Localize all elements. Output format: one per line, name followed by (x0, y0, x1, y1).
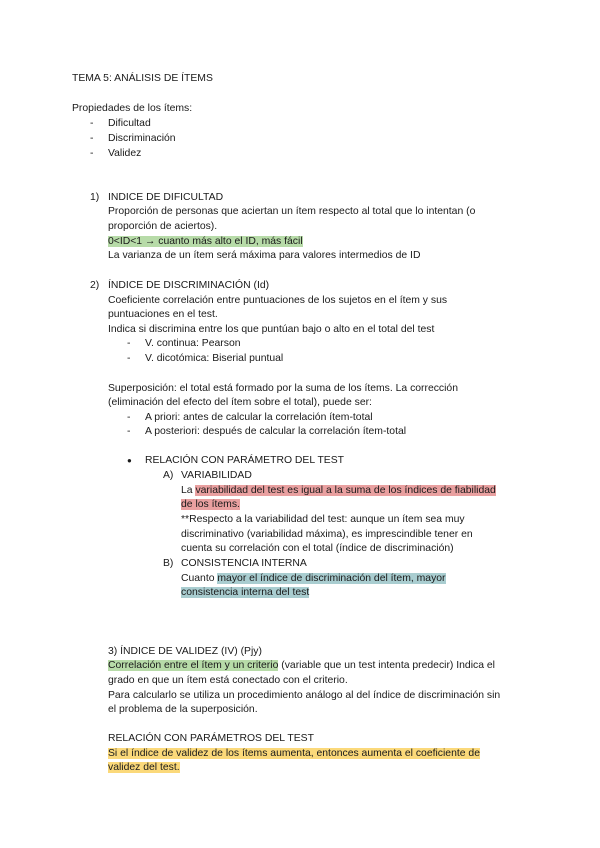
highlight-red: variabilidad del test es igual a la suma de los índices de fiabilidad (195, 485, 496, 496)
item-label-b: B) (163, 558, 174, 569)
section-2-heading: ÍNDICE DE DISCRIMINACIÓN (Id) (108, 280, 270, 291)
dash-marker: - (90, 118, 94, 129)
list-item-dificultad: Dificultad (108, 118, 151, 129)
section-3-line: el problema de la superposición. (108, 704, 258, 715)
section-3-highlight (108, 760, 180, 775)
dash-marker: - (127, 353, 131, 364)
variabilidad-note: **Respecto a la variabilidad del test: aunque un ítem sea muy (181, 514, 465, 525)
section-2-line: Indica si discrimina entre los que puntúan bajo o alto en el total del test (108, 324, 435, 335)
section-3-highlight (108, 746, 480, 761)
list-item-validez: Validez (108, 148, 142, 159)
dash-marker: - (90, 148, 94, 159)
page-title: TEMA 5: ANÁLISIS DE ÍTEMS (72, 73, 213, 84)
section-3-heading: 3) ÍNDICE DE VALIDEZ (IV) (Pjy) (108, 646, 262, 657)
highlight-red: de los ítems. (181, 499, 240, 510)
section-2-line: Coeficiente correlación entre puntuaciones de los sujetos en el ítem y sus (108, 295, 448, 306)
consistencia-line (181, 571, 446, 586)
section-1-heading: INDICE DE DIFICULTAD (108, 192, 224, 203)
list-item: A priori: antes de calcular la correlación ítem-total (145, 412, 373, 423)
highlight-green: Correlación entre el ítem y un criterio (108, 660, 279, 671)
highlight-teal: consistencia interna del test (181, 587, 310, 598)
section-1-line: La varianza de un ítem será máxima para valores intermedios de ID (108, 250, 421, 261)
section-3-line: grado en que un ítem está conectado con el criterio. (108, 675, 348, 686)
dash-marker: - (127, 426, 131, 437)
section-2-line: puntuaciones en el test. (108, 309, 218, 320)
variabilidad-heading: VARIABILIDAD (181, 470, 252, 481)
list-item: V. continua: Pearson (145, 338, 241, 349)
variabilidad-line (181, 483, 496, 498)
text-prefix: Cuanto (181, 573, 218, 584)
highlight-yellow: Si el índice de validez de los ítems aumenta, entonces aumenta el coeficiente de (108, 748, 480, 759)
item-label-a: A) (163, 470, 174, 481)
text-prefix: La (181, 485, 196, 496)
list-item: V. dicotómica: Biserial puntual (145, 353, 284, 364)
variabilidad-note: cuenta su correlación con el total (índice de discriminación) (181, 543, 454, 554)
section-2-number: 2) (90, 280, 100, 291)
dash-marker: - (90, 133, 94, 144)
properties-heading: Propiedades de los ítems: (72, 103, 193, 114)
list-item-discriminacion: Discriminación (108, 133, 176, 144)
highlight-yellow: validez del test. (108, 762, 180, 773)
text-rest: (variable que un test intenta predecir) Indica el (278, 660, 495, 671)
superposicion-line: Superposición: el total está formado por la suma de los ítems. La corrección (108, 383, 458, 394)
superposicion-line: (eliminación del efecto del ítem sobre el total), puede ser: (108, 397, 372, 408)
consistencia-heading: CONSISTENCIA INTERNA (181, 558, 307, 569)
dash-marker: - (127, 338, 131, 349)
section-1-highlight (108, 234, 303, 249)
consistencia-line (181, 585, 309, 600)
bullet-icon: ● (127, 456, 132, 465)
highlight-teal: mayor el índice de discriminación del ítem, mayor (217, 573, 446, 584)
relation-heading: RELACIÓN CON PARÁMETRO DEL TEST (145, 455, 344, 466)
variabilidad-line (181, 497, 240, 512)
section-1-number: 1) (90, 192, 100, 203)
list-item: A posteriori: después de calcular la correlación ítem-total (145, 426, 407, 437)
section-1-line: Proporción de personas que aciertan un ítem respecto al total que lo intentan (o (108, 206, 476, 217)
section-3-line: Para calcularlo se utiliza un procedimiento análogo al del índice de discriminación sin (108, 690, 501, 701)
variabilidad-note: discriminativo (variabilidad máxima), es imprescindible tener en (181, 529, 473, 540)
dash-marker: - (127, 412, 131, 423)
relation-heading: RELACIÓN CON PARÁMETROS DEL TEST (108, 733, 314, 744)
section-1-line: proporción de aciertos). (108, 221, 218, 232)
highlight-green: 0<ID<1 → cuanto más alto el ID, más fácil (108, 236, 303, 247)
section-3-line (108, 658, 495, 673)
